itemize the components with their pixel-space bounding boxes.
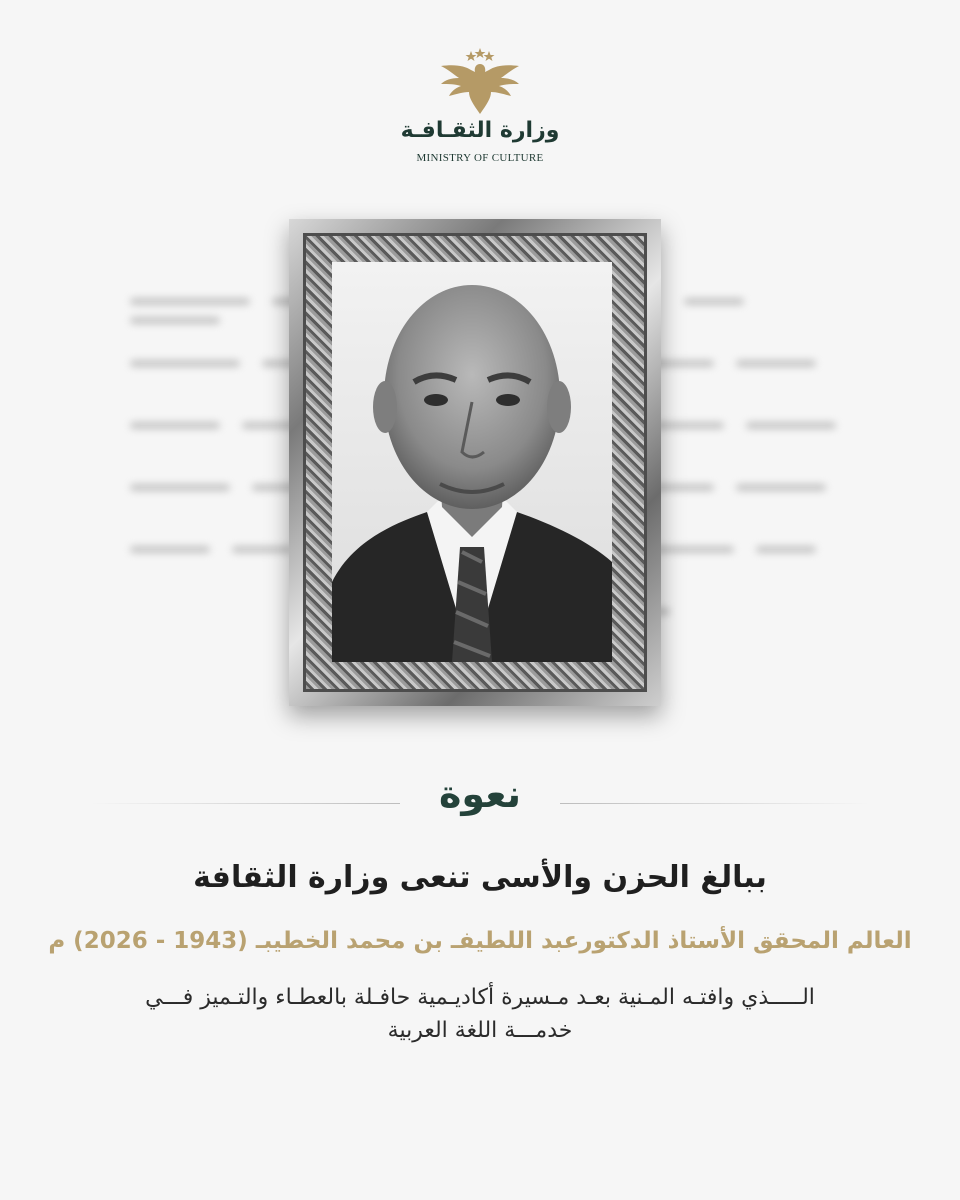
divider-left [90,803,400,804]
deceased-name-line: العالم المحقق الأستاذ الدكتورعبد اللطيفـ بن محمد الخطيبـ (1943 - 2026) م [48,928,912,954]
divider-right [560,803,870,804]
obituary-title: نعوة [439,772,521,816]
eagle-emblem-icon [435,48,525,116]
portrait-photo [332,262,612,662]
portrait-illustration [332,262,612,662]
body-text-line-2: خدمـــة اللغة العربية [387,1018,573,1043]
ministry-name-arabic: وزارة الثقـافـة [400,118,560,143]
body-text-line-1: الـــــذي وافتـه المـنية بعـد مـسيرة أكاديـمية حافـلة بالعطـاء والتـميز فـــي [145,985,815,1010]
announcement-headline: ببالغ الحزن والأسى تنعى وزارة الثقافة [193,860,767,895]
ministry-logo [400,48,560,173]
ministry-name-english: MINISTRY OF CULTURE [416,152,544,164]
